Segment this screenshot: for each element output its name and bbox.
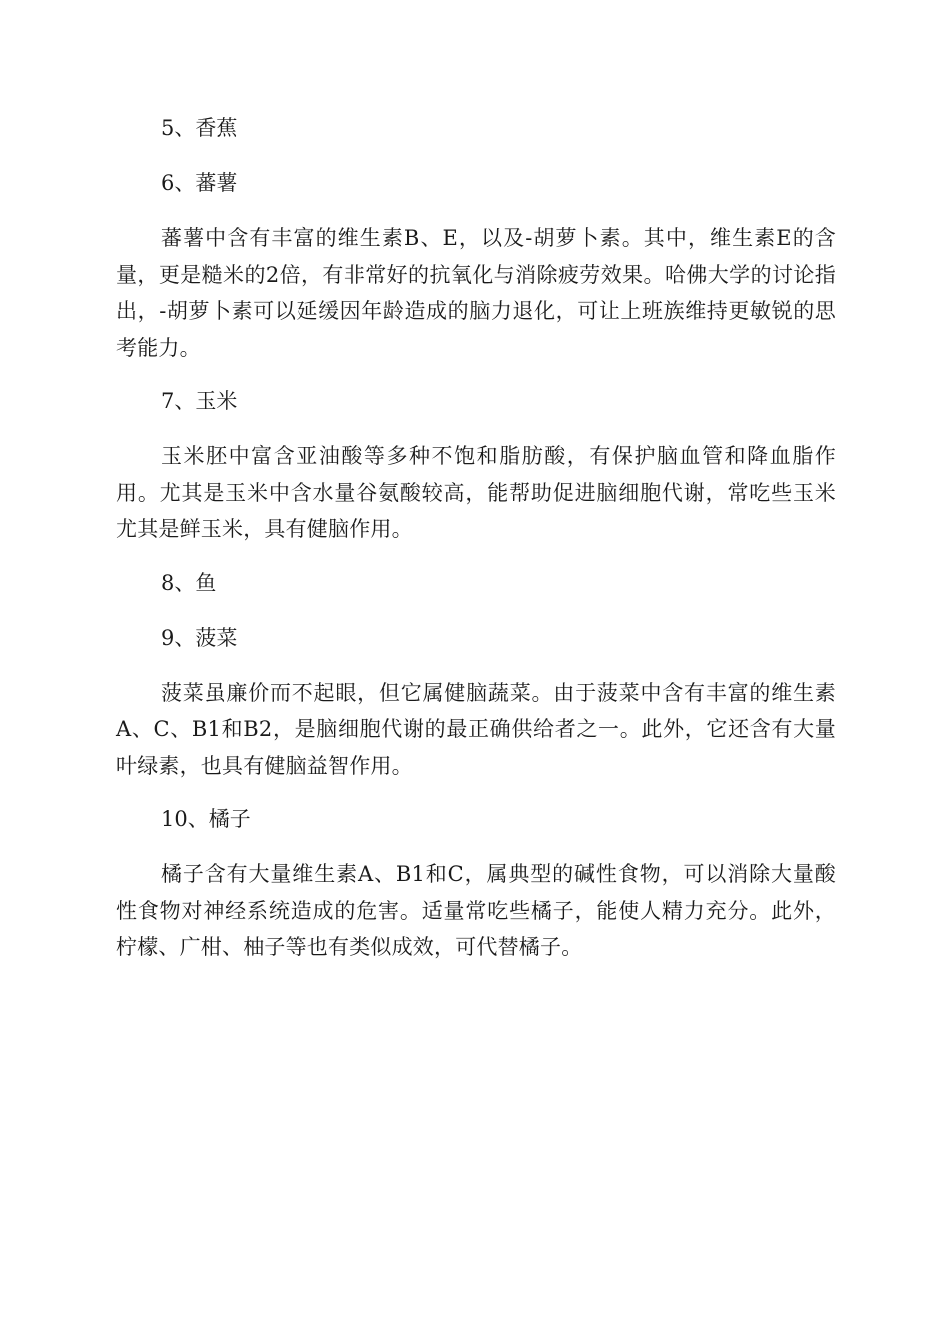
- paragraph-orange: 橘子含有大量维生素A、B1和C，属典型的碱性食物，可以消除大量酸性食物对神经系统造成的危害。适量常吃些橘子，能使人精力充分。此外，柠檬、广柑、柚子等也有类似成效，可代替橘子。: [116, 862, 836, 959]
- paragraph-sweet-potato: 蕃薯中含有丰富的维生素B、E，以及-胡萝卜素。其中，维生素E的含量，更是糙米的2倍，有非常好的抗氧化与消除疲劳效果。哈佛大学的讨论指出，-胡萝卜素可以延缓因年龄造成的脑力退化，可让上班族维持更敏锐的思考能力。: [116, 226, 836, 360]
- section-heading-corn: 7、玉米: [161, 389, 238, 413]
- paragraph-spinach: 菠菜虽廉价而不起眼，但它属健脑蔬菜。由于菠菜中含有丰富的维生素A、C、B1和B2，是脑细胞代谢的最正确供给者之一。此外，它还含有大量叶绿素，也具有健脑益智作用。: [116, 680, 836, 778]
- section-heading-spinach: 9、菠菜: [161, 625, 238, 650]
- section-heading-fish: 8、鱼: [161, 570, 217, 595]
- paragraph-corn: 玉米胚中富含亚油酸等多种不饱和脂肪酸，有保护脑血管和降血脂作用。尤其是玉米中含水量谷氨酸较高，能帮助促进脑细胞代谢，常吃些玉米尤其是鲜玉米，具有健脑作用。: [116, 444, 836, 541]
- section-heading-sweet-potato: 6、蕃薯: [161, 171, 238, 195]
- section-heading-orange: 10、橘子: [161, 807, 251, 831]
- section-heading-banana: 5、香蕉: [161, 116, 238, 140]
- document-page: [116, 110, 836, 983]
